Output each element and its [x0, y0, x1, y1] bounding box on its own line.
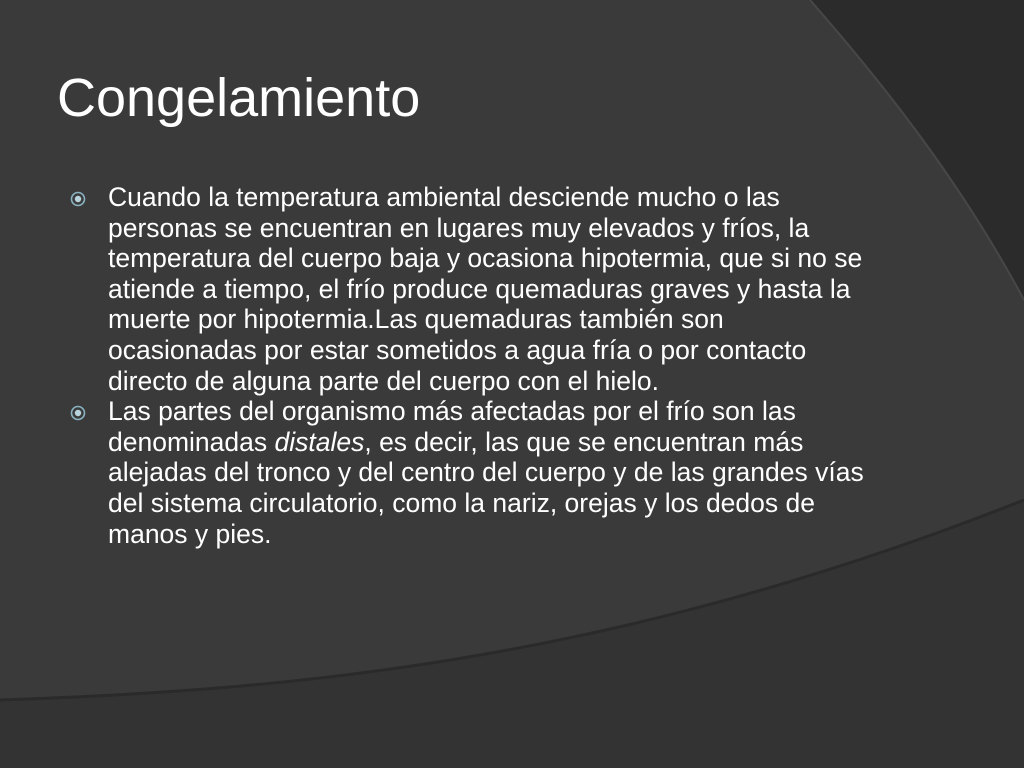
slide-title: Congelamiento	[57, 68, 421, 128]
bullet-text-italic: distales	[274, 426, 365, 457]
bullet-list	[70, 182, 870, 549]
bullet-item	[70, 182, 870, 396]
ringed-circle-bullet-icon	[70, 405, 86, 421]
bullet-text: Cuando la temperatura ambiental desciende mucho o las personas se encuentran en lugares muy elevados y fríos, la temperatura del cuerpo baja y ocasiona hipotermia, que si no se atiende a tiempo, el frío produce quemaduras graves y hasta la muerte por hipotermia.Las quemaduras también son ocasionadas por estar sometidos a agua fría o por contacto directo de alguna parte del cuerpo con el hielo.	[108, 182, 863, 396]
bullet-text	[108, 396, 864, 548]
bullet-text-after: , es decir, las que se encuentran más alejadas del tronco y del centro del cuerpo y de las grandes vías del sistema circulatorio, como la nariz, orejas y los dedos de manos y pies.	[108, 426, 864, 549]
bullet-text-before: Las partes del organismo más afectadas por el frío son las denominadas	[108, 396, 796, 457]
bullet-item	[70, 396, 870, 549]
ringed-circle-bullet-icon	[70, 191, 86, 207]
